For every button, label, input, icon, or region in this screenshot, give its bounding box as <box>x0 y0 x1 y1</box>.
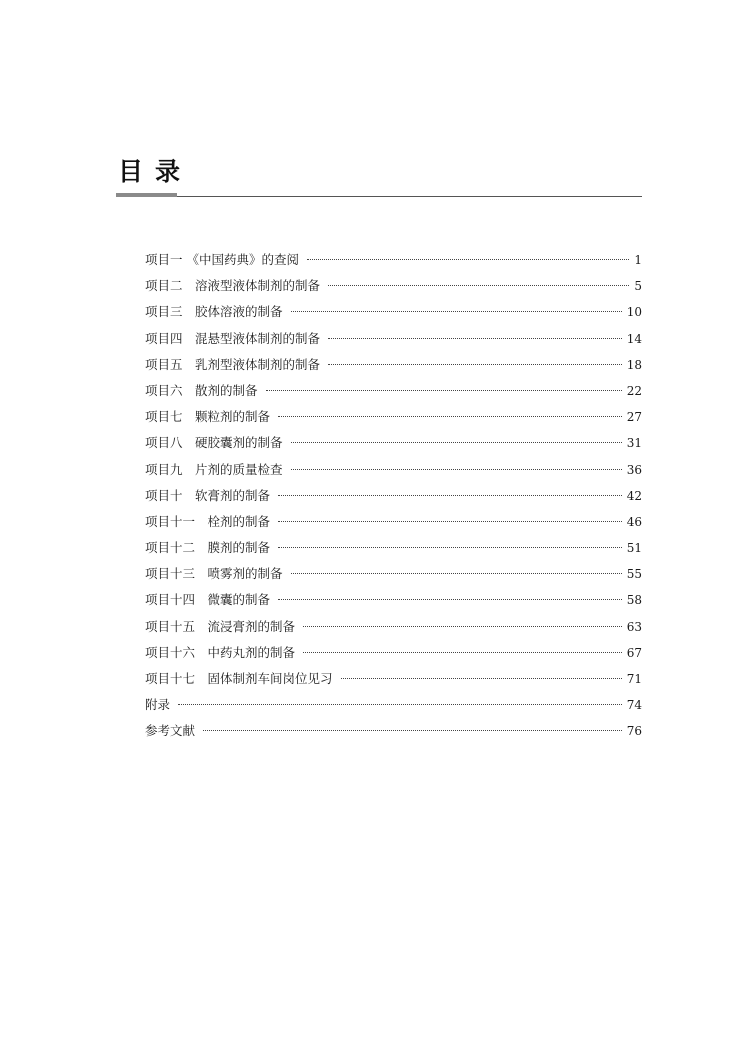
toc-entry-label: 项目十六 中药丸剂的制备 <box>145 644 296 660</box>
toc-entry-page: 55 <box>626 567 642 582</box>
toc-entry-label: 项目十三 喷雾剂的制备 <box>145 566 283 582</box>
toc-entry-page: 22 <box>626 383 642 398</box>
leader-dots <box>328 364 622 365</box>
toc-entry-page: 10 <box>626 305 642 320</box>
leader-dots <box>291 311 622 312</box>
toc-entry-page: 14 <box>626 331 642 346</box>
toc-entry-page: 18 <box>626 357 642 372</box>
leader-dots <box>278 416 622 417</box>
toc-entry[interactable] <box>145 378 642 404</box>
toc-entry[interactable] <box>145 483 642 509</box>
toc-entry-page: 76 <box>626 724 642 739</box>
toc-entry-label: 附录 <box>145 697 171 713</box>
toc-entry-page: 27 <box>626 410 642 425</box>
toc-entry-label: 项目二 溶液型液体制剂的制备 <box>145 278 321 294</box>
toc-entry-label: 项目十五 流浸膏剂的制备 <box>145 618 296 634</box>
toc-entry-label: 项目十 软膏剂的制备 <box>145 487 271 503</box>
leader-dots <box>266 390 622 391</box>
toc-entry-page: 74 <box>626 698 642 713</box>
toc-entry[interactable] <box>145 509 642 535</box>
toc-entry-label: 项目八 硬胶囊剂的制备 <box>145 435 283 451</box>
leader-dots <box>278 495 622 496</box>
leader-dots <box>291 469 622 470</box>
toc-entry[interactable] <box>145 457 642 483</box>
page-title: 目录 <box>118 157 193 186</box>
toc-entry-page: 5 <box>634 279 642 294</box>
toc-entry[interactable] <box>145 247 642 273</box>
toc-entry-page: 67 <box>626 645 642 660</box>
leader-dots <box>278 547 622 548</box>
toc-entry-page: 46 <box>626 514 642 529</box>
toc-entry[interactable] <box>145 561 642 587</box>
toc-entry-label: 项目一 《中国药典》的查阅 <box>145 252 299 267</box>
toc-entry[interactable] <box>145 273 642 299</box>
toc-entry-page: 36 <box>626 462 642 477</box>
toc-entry[interactable] <box>145 352 642 378</box>
toc-entry-label: 项目十四 微囊的制备 <box>145 592 271 608</box>
leader-dots <box>278 521 622 522</box>
toc-entry-label: 项目十二 膜剂的制备 <box>145 540 271 556</box>
toc-entry[interactable] <box>145 640 642 666</box>
toc-entry[interactable] <box>145 614 642 640</box>
toc-entry[interactable] <box>145 299 642 325</box>
toc-entry[interactable] <box>145 587 642 613</box>
leader-dots <box>291 442 622 443</box>
leader-dots <box>291 573 622 574</box>
toc-entry-label: 项目五 乳剂型液体制剂的制备 <box>145 356 321 372</box>
toc-entry-page: 58 <box>626 593 642 608</box>
leader-dots <box>307 259 629 260</box>
toc-entry-page: 1 <box>634 253 642 267</box>
leader-dots <box>341 678 622 679</box>
leader-dots <box>278 599 622 600</box>
toc-header <box>116 156 642 200</box>
toc-entry[interactable] <box>145 404 642 430</box>
toc-entry[interactable] <box>145 692 642 718</box>
leader-dots <box>303 652 622 653</box>
toc-entry-label: 项目十七 固体制剂车间岗位见习 <box>145 671 333 686</box>
leader-dots <box>328 338 622 339</box>
toc-entry[interactable] <box>145 535 642 561</box>
toc-entry-label: 项目十一 栓剂的制备 <box>145 513 271 529</box>
toc-entry-label: 项目七 颗粒剂的制备 <box>145 409 271 425</box>
toc-entry-label: 项目三 胶体溶液的制备 <box>145 304 283 320</box>
toc-entry-page: 31 <box>626 436 642 451</box>
leader-dots <box>178 704 622 705</box>
header-accent-bar <box>116 193 177 197</box>
toc-entry-page: 71 <box>626 672 642 686</box>
toc-entry-label: 项目九 片剂的质量检查 <box>145 461 283 477</box>
toc-entry-page: 42 <box>626 488 642 503</box>
toc-entry[interactable] <box>145 666 642 692</box>
header-rule <box>116 196 642 197</box>
leader-dots <box>328 285 629 286</box>
leader-dots <box>303 626 622 627</box>
toc-list <box>145 247 642 745</box>
toc-entry-label: 项目六 散剂的制备 <box>145 382 258 398</box>
toc-entry[interactable] <box>145 326 642 352</box>
toc-entry-label: 参考文献 <box>145 723 196 739</box>
toc-entry[interactable] <box>145 430 642 456</box>
leader-dots <box>203 730 622 731</box>
toc-entry-label: 项目四 混悬型液体制剂的制备 <box>145 330 321 346</box>
toc-entry-page: 51 <box>626 541 642 556</box>
toc-entry[interactable] <box>145 718 642 744</box>
toc-entry-page: 63 <box>626 619 642 634</box>
